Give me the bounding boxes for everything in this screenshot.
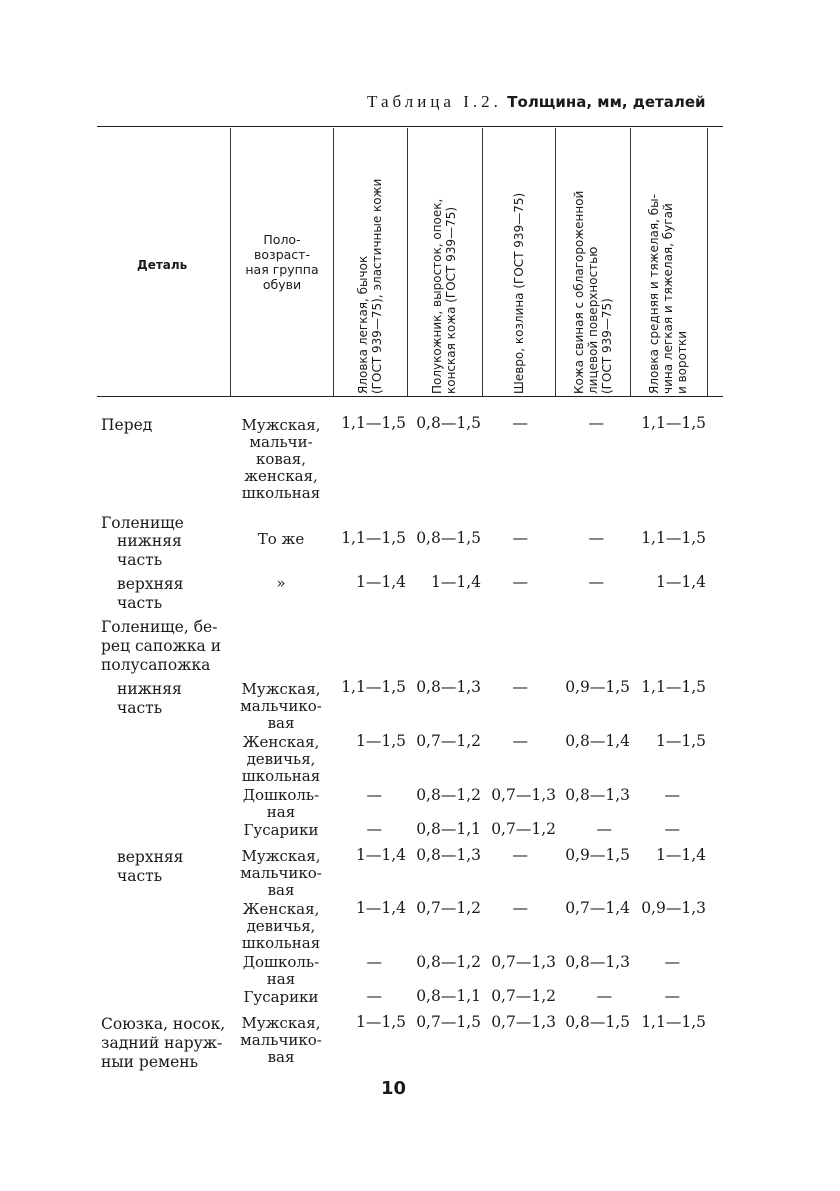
header-material-4: Кожа свиная с облагороженной лицевой поверхностью (ГОСТ 939—75) — [572, 190, 614, 394]
value-cell: 0,8—1,3 — [565, 953, 630, 971]
value-cell: 1—1,5 — [655, 732, 706, 750]
value-cell: 0,8—1,1 — [416, 820, 481, 838]
value-cell: — — [366, 786, 382, 804]
value-cell: — — [664, 987, 680, 1005]
value-cell: — — [512, 529, 528, 547]
col-divider — [707, 128, 708, 396]
caption-title: Толщина, мм, деталей — [507, 93, 706, 111]
value-cell: 0,8—1,3 — [416, 678, 481, 696]
table-caption — [367, 92, 706, 112]
value-cell: 1,1—1,5 — [341, 678, 406, 696]
row-detail: Союзка, носок, задний наруж- ныи ремень — [101, 1015, 226, 1071]
header-material-5: Яловка средняя и тяжелая, бы- чина легкая и тяжелая, бугай и воротки — [647, 194, 689, 394]
value-cell: — — [366, 820, 382, 838]
value-cell: 0,7—1,3 — [491, 786, 556, 804]
value-cell: 0,8—1,3 — [565, 786, 630, 804]
value-cell: — — [664, 953, 680, 971]
value-cell: — — [512, 678, 528, 696]
value-cell: 0,8—1,2 — [416, 786, 481, 804]
value-cell: — — [588, 529, 604, 547]
value-cell: 1—1,4 — [655, 573, 706, 591]
row-group: Мужская, мальчи- ковая, женская, школьная — [241, 416, 321, 502]
value-cell: 1—1,5 — [355, 1013, 406, 1031]
row-detail: Перед — [101, 416, 153, 434]
value-cell: — — [366, 953, 382, 971]
value-cell: 0,7—1,3 — [491, 953, 556, 971]
row-detail: верхняя часть — [117, 575, 184, 612]
header-material-1: Яловка легкая, бычок (ГОСТ 939—75), эластичные кожи — [356, 178, 384, 394]
row-detail: нижняя часть — [117, 680, 182, 717]
col-divider — [230, 128, 231, 396]
value-cell: 1,1—1,5 — [641, 414, 706, 432]
row-detail: Голенище — [101, 514, 184, 532]
header-material-2: Полукожник, выросток, опоек, конская кожа (ГОСТ 939—75) — [430, 198, 458, 394]
row-detail: верхняя часть — [117, 848, 184, 885]
value-cell: 1,1—1,5 — [641, 529, 706, 547]
row-group: Гусарики — [243, 821, 319, 839]
value-cell: — — [512, 573, 528, 591]
row-group: То же — [257, 530, 305, 548]
value-cell: 0,8—1,5 — [565, 1013, 630, 1031]
value-cell: — — [664, 820, 680, 838]
value-cell: — — [588, 414, 604, 432]
value-cell: 0,8—1,3 — [416, 846, 481, 864]
value-cell: — — [512, 414, 528, 432]
value-cell: 0,7—1,4 — [565, 899, 630, 917]
value-cell: 1,1—1,5 — [341, 414, 406, 432]
value-cell: 0,7—1,2 — [416, 899, 481, 917]
value-cell: — — [596, 987, 612, 1005]
value-cell: 0,7—1,3 — [491, 1013, 556, 1031]
value-cell: 0,7—1,5 — [416, 1013, 481, 1031]
value-cell: — — [366, 987, 382, 1005]
row-group: Женская, девичья, школьная — [241, 733, 321, 785]
value-cell: 0,8—1,4 — [565, 732, 630, 750]
value-cell: 1,1—1,5 — [641, 678, 706, 696]
value-cell: — — [596, 820, 612, 838]
value-cell: — — [512, 899, 528, 917]
value-cell: 1—1,4 — [430, 573, 481, 591]
value-cell: 0,9—1,5 — [565, 846, 630, 864]
value-cell: 0,9—1,5 — [565, 678, 630, 696]
value-cell: 0,7—1,2 — [416, 732, 481, 750]
value-cell: 1—1,5 — [355, 732, 406, 750]
row-group: Мужская, мальчико- вая — [240, 847, 322, 899]
value-cell: 1,1—1,5 — [341, 529, 406, 547]
header-detail: Деталь — [137, 258, 188, 272]
value-cell: — — [588, 573, 604, 591]
table-header-rule — [97, 396, 723, 397]
row-group: Мужская, мальчико- вая — [240, 1014, 322, 1066]
value-cell: 1—1,4 — [355, 899, 406, 917]
value-cell: 0,7—1,2 — [491, 820, 556, 838]
row-group: Дошколь- ная — [242, 786, 320, 821]
page-number: 10 — [381, 1078, 407, 1099]
value-cell: 0,8—1,5 — [416, 414, 481, 432]
value-cell: 0,7—1,2 — [491, 987, 556, 1005]
value-cell: 1—1,4 — [655, 846, 706, 864]
header-group: Поло- возраст- ная группа обуви — [245, 232, 319, 292]
value-cell: 0,8—1,5 — [416, 529, 481, 547]
row-group: Женская, девичья, школьная — [241, 900, 321, 952]
row-group: Дошколь- ная — [242, 953, 320, 988]
value-cell: — — [512, 732, 528, 750]
table-top-rule — [97, 126, 723, 127]
header-material-3: Шевро, козлина (ГОСТ 939—75) — [512, 192, 526, 394]
row-detail: Голенище, бе- рец сапожка и полусапожка — [101, 618, 222, 674]
row-group: » — [276, 574, 286, 592]
caption-lead: Таблица I.2. — [367, 92, 502, 111]
value-cell: 0,8—1,1 — [416, 987, 481, 1005]
row-group: Гусарики — [243, 988, 319, 1006]
value-cell: 0,8—1,2 — [416, 953, 481, 971]
value-cell: 1—1,4 — [355, 573, 406, 591]
row-group: Мужская, мальчико- вая — [240, 680, 322, 732]
value-cell: 1—1,4 — [355, 846, 406, 864]
value-cell: 1,1—1,5 — [641, 1013, 706, 1031]
value-cell: 0,9—1,3 — [641, 899, 706, 917]
value-cell: — — [664, 786, 680, 804]
value-cell: — — [512, 846, 528, 864]
row-detail: нижняя часть — [117, 532, 182, 569]
